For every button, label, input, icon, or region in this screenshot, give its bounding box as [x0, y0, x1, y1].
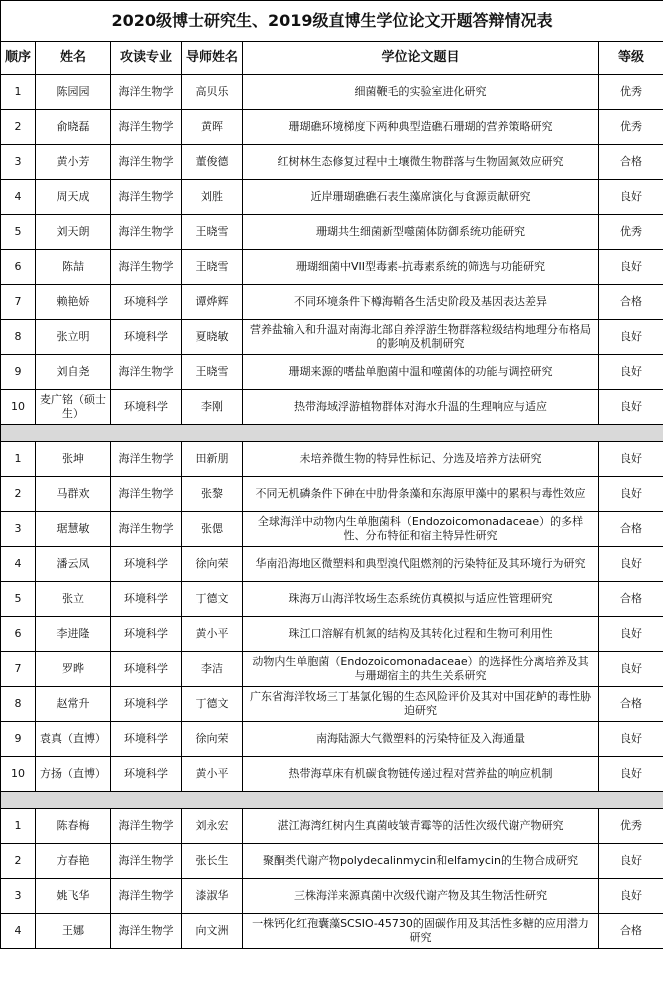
cell-topic: 细菌鞭毛的实验室进化研究 — [243, 75, 599, 110]
cell-order: 1 — [1, 75, 36, 110]
table-row — [1, 809, 663, 844]
table-row — [1, 879, 663, 914]
cell-advisor: 田新朋 — [182, 442, 243, 477]
cell-name: 俞晓磊 — [36, 110, 111, 145]
cell-grade: 良好 — [599, 355, 663, 390]
cell-major: 海洋生物学 — [111, 914, 182, 949]
cell-grade: 合格 — [599, 512, 663, 547]
cell-topic: 南海陆源大气微塑料的污染特征及入海通量 — [243, 722, 599, 757]
cell-grade: 优秀 — [599, 110, 663, 145]
cell-topic: 珊瑚细菌中VII型毒素-抗毒素系统的筛选与功能研究 — [243, 250, 599, 285]
cell-advisor: 丁德文 — [182, 687, 243, 722]
cell-topic: 热带海草床有机碳食物链传递过程对营养盐的响应机制 — [243, 757, 599, 792]
cell-major: 环境科学 — [111, 617, 182, 652]
header-advisor: 导师姓名 — [182, 42, 243, 75]
cell-advisor: 夏晓敏 — [182, 320, 243, 355]
cell-name: 袁真（直博） — [36, 722, 111, 757]
cell-order: 1 — [1, 809, 36, 844]
cell-advisor: 黄晖 — [182, 110, 243, 145]
cell-major: 环境科学 — [111, 652, 182, 687]
table-row — [1, 914, 663, 949]
cell-major: 海洋生物学 — [111, 75, 182, 110]
cell-topic: 华南沿海地区微塑料和典型溴代阻燃剂的污染特征及其环境行为研究 — [243, 547, 599, 582]
table-row — [1, 757, 663, 792]
cell-topic: 不同环境条件下樽海鞘各生活史阶段及基因表达差异 — [243, 285, 599, 320]
table-row — [1, 687, 663, 722]
cell-topic: 红树林生态修复过程中土壤微生物群落与生物固氮效应研究 — [243, 145, 599, 180]
sheet-title: 2020级博士研究生、2019级直博生学位论文开题答辩情况表 — [1, 1, 663, 42]
cell-order: 1 — [1, 442, 36, 477]
cell-order: 8 — [1, 320, 36, 355]
table-row — [1, 320, 663, 355]
cell-name: 陈春梅 — [36, 809, 111, 844]
cell-order: 5 — [1, 582, 36, 617]
cell-topic: 一株钙化红孢囊藻SCSIO-45730的固碳作用及其活性多糖的应用潜力研究 — [243, 914, 599, 949]
cell-advisor: 李洁 — [182, 652, 243, 687]
cell-advisor: 黄小平 — [182, 617, 243, 652]
group-separator — [1, 425, 663, 442]
cell-major: 海洋生物学 — [111, 250, 182, 285]
cell-major: 海洋生物学 — [111, 110, 182, 145]
cell-advisor: 徐向荣 — [182, 722, 243, 757]
cell-topic: 聚酮类代谢产物polydecalinmycin和elfamycin的生物合成研究 — [243, 844, 599, 879]
table-row — [1, 512, 663, 547]
cell-topic: 三株海洋来源真菌中次级代谢产物及其生物活性研究 — [243, 879, 599, 914]
group-separator — [1, 792, 663, 809]
table-row — [1, 442, 663, 477]
cell-grade: 良好 — [599, 652, 663, 687]
table-row — [1, 652, 663, 687]
cell-name: 姚飞华 — [36, 879, 111, 914]
cell-order: 9 — [1, 355, 36, 390]
cell-grade: 优秀 — [599, 215, 663, 250]
cell-advisor: 刘胜 — [182, 180, 243, 215]
cell-advisor: 漆淑华 — [182, 879, 243, 914]
cell-advisor: 李刚 — [182, 390, 243, 425]
separator-cell — [1, 792, 663, 809]
cell-topic: 动物内生单胞菌（Endozoicomonadaceae）的选择性分离培养及其与珊瑚宿主的共生关系研究 — [243, 652, 599, 687]
cell-grade: 良好 — [599, 390, 663, 425]
cell-grade: 良好 — [599, 617, 663, 652]
cell-major: 环境科学 — [111, 582, 182, 617]
cell-topic: 珠江口溶解有机氮的结构及其转化过程和生物可利用性 — [243, 617, 599, 652]
cell-advisor: 徐向荣 — [182, 547, 243, 582]
cell-grade: 合格 — [599, 914, 663, 949]
cell-order: 4 — [1, 547, 36, 582]
cell-major: 环境科学 — [111, 320, 182, 355]
cell-name: 麦广铭（硕士生） — [36, 390, 111, 425]
cell-topic: 湛江海湾红树内生真菌岐皱青霉等的活性次级代谢产物研究 — [243, 809, 599, 844]
cell-name: 张立明 — [36, 320, 111, 355]
cell-name: 黄小芳 — [36, 145, 111, 180]
cell-advisor: 丁德文 — [182, 582, 243, 617]
cell-advisor: 黄小平 — [182, 757, 243, 792]
cell-name: 王娜 — [36, 914, 111, 949]
header-grade: 等级 — [599, 42, 663, 75]
cell-topic: 全球海洋中动物内生单胞菌科（Endozoicomonadaceae）的多样性、分布特征和宿主特异性研究 — [243, 512, 599, 547]
table-row — [1, 180, 663, 215]
cell-topic: 珊瑚礁环境梯度下两种典型造礁石珊瑚的营养策略研究 — [243, 110, 599, 145]
cell-name: 方春艳 — [36, 844, 111, 879]
cell-order: 7 — [1, 652, 36, 687]
table-row — [1, 75, 663, 110]
cell-major: 海洋生物学 — [111, 145, 182, 180]
table-row — [1, 110, 663, 145]
cell-order: 6 — [1, 617, 36, 652]
cell-order: 7 — [1, 285, 36, 320]
table-row — [1, 215, 663, 250]
cell-grade: 良好 — [599, 320, 663, 355]
cell-name: 潘云凤 — [36, 547, 111, 582]
cell-topic: 广东省海洋牧场三丁基氯化锡的生态风险评价及其对中国花鲈的毒性胁迫研究 — [243, 687, 599, 722]
table-row — [1, 844, 663, 879]
cell-major: 环境科学 — [111, 285, 182, 320]
cell-topic: 不同无机磷条件下砷在中肋骨条藻和东海原甲藻中的累积与毒性效应 — [243, 477, 599, 512]
cell-name: 赖艳娇 — [36, 285, 111, 320]
header-topic: 学位论文题目 — [243, 42, 599, 75]
cell-order: 10 — [1, 390, 36, 425]
cell-name: 赵常升 — [36, 687, 111, 722]
cell-topic: 热带海域浮游植物群体对海水升温的生理响应与适应 — [243, 390, 599, 425]
cell-topic: 珊瑚来源的嗜盐单胞菌中温和噬菌体的功能与调控研究 — [243, 355, 599, 390]
cell-advisor: 高贝乐 — [182, 75, 243, 110]
cell-major: 环境科学 — [111, 722, 182, 757]
cell-order: 4 — [1, 180, 36, 215]
cell-order: 8 — [1, 687, 36, 722]
cell-order: 3 — [1, 879, 36, 914]
cell-major: 海洋生物学 — [111, 477, 182, 512]
cell-advisor: 张黎 — [182, 477, 243, 512]
cell-grade: 优秀 — [599, 75, 663, 110]
cell-name: 罗晔 — [36, 652, 111, 687]
cell-grade: 合格 — [599, 582, 663, 617]
cell-topic: 珊瑚共生细菌新型噬菌体防御系统功能研究 — [243, 215, 599, 250]
cell-name: 李进隆 — [36, 617, 111, 652]
cell-major: 海洋生物学 — [111, 180, 182, 215]
cell-order: 2 — [1, 844, 36, 879]
cell-name: 方扬（直博） — [36, 757, 111, 792]
cell-topic: 近岸珊瑚礁礁石表生藻席演化与食源贡献研究 — [243, 180, 599, 215]
cell-major: 海洋生物学 — [111, 215, 182, 250]
cell-grade: 良好 — [599, 879, 663, 914]
cell-order: 3 — [1, 145, 36, 180]
cell-grade: 合格 — [599, 285, 663, 320]
cell-order: 3 — [1, 512, 36, 547]
table-row — [1, 145, 663, 180]
cell-major: 环境科学 — [111, 547, 182, 582]
cell-topic: 营养盐输入和升温对南海北部自养浮游生物群落粒级结构地理分布格局的影响及机制研究 — [243, 320, 599, 355]
cell-advisor: 董俊德 — [182, 145, 243, 180]
cell-major: 海洋生物学 — [111, 355, 182, 390]
cell-advisor: 王晓雪 — [182, 250, 243, 285]
cell-advisor: 张长生 — [182, 844, 243, 879]
cell-order: 5 — [1, 215, 36, 250]
table-row — [1, 355, 663, 390]
cell-name: 张立 — [36, 582, 111, 617]
cell-major: 海洋生物学 — [111, 844, 182, 879]
cell-order: 10 — [1, 757, 36, 792]
cell-advisor: 王晓雪 — [182, 215, 243, 250]
cell-name: 张坤 — [36, 442, 111, 477]
cell-grade: 良好 — [599, 442, 663, 477]
cell-major: 环境科学 — [111, 390, 182, 425]
cell-grade: 良好 — [599, 477, 663, 512]
cell-major: 海洋生物学 — [111, 879, 182, 914]
cell-grade: 良好 — [599, 180, 663, 215]
cell-order: 2 — [1, 110, 36, 145]
table-row — [1, 582, 663, 617]
table-row — [1, 547, 663, 582]
table-row — [1, 390, 663, 425]
cell-order: 9 — [1, 722, 36, 757]
cell-order: 4 — [1, 914, 36, 949]
cell-advisor: 谭烨辉 — [182, 285, 243, 320]
cell-major: 海洋生物学 — [111, 512, 182, 547]
table-row — [1, 250, 663, 285]
cell-grade: 良好 — [599, 844, 663, 879]
cell-topic: 未培养微生物的特异性标记、分选及培养方法研究 — [243, 442, 599, 477]
table-row — [1, 617, 663, 652]
cell-advisor: 王晓雪 — [182, 355, 243, 390]
header-major: 攻读专业 — [111, 42, 182, 75]
cell-major: 环境科学 — [111, 687, 182, 722]
table-row — [1, 477, 663, 512]
cell-advisor: 向文洲 — [182, 914, 243, 949]
cell-grade: 良好 — [599, 250, 663, 285]
separator-cell — [1, 425, 663, 442]
table-row — [1, 722, 663, 757]
cell-name: 陈喆 — [36, 250, 111, 285]
cell-order: 2 — [1, 477, 36, 512]
cell-order: 6 — [1, 250, 36, 285]
cell-major: 海洋生物学 — [111, 809, 182, 844]
cell-name: 马群欢 — [36, 477, 111, 512]
header-name: 姓名 — [36, 42, 111, 75]
table-row — [1, 285, 663, 320]
cell-name: 陈园园 — [36, 75, 111, 110]
cell-major: 环境科学 — [111, 757, 182, 792]
header-row — [1, 42, 663, 75]
cell-grade: 优秀 — [599, 809, 663, 844]
cell-grade: 合格 — [599, 145, 663, 180]
cell-grade: 合格 — [599, 687, 663, 722]
cell-major: 海洋生物学 — [111, 442, 182, 477]
cell-grade: 良好 — [599, 547, 663, 582]
cell-grade: 良好 — [599, 722, 663, 757]
cell-advisor: 刘永宏 — [182, 809, 243, 844]
cell-grade: 良好 — [599, 757, 663, 792]
header-order: 顺序 — [1, 42, 36, 75]
cell-name: 刘天朗 — [36, 215, 111, 250]
cell-name: 周天成 — [36, 180, 111, 215]
cell-name: 琚慧敏 — [36, 512, 111, 547]
cell-advisor: 张偲 — [182, 512, 243, 547]
cell-name: 刘自尧 — [36, 355, 111, 390]
cell-topic: 珠海万山海洋牧场生态系统仿真模拟与适应性管理研究 — [243, 582, 599, 617]
